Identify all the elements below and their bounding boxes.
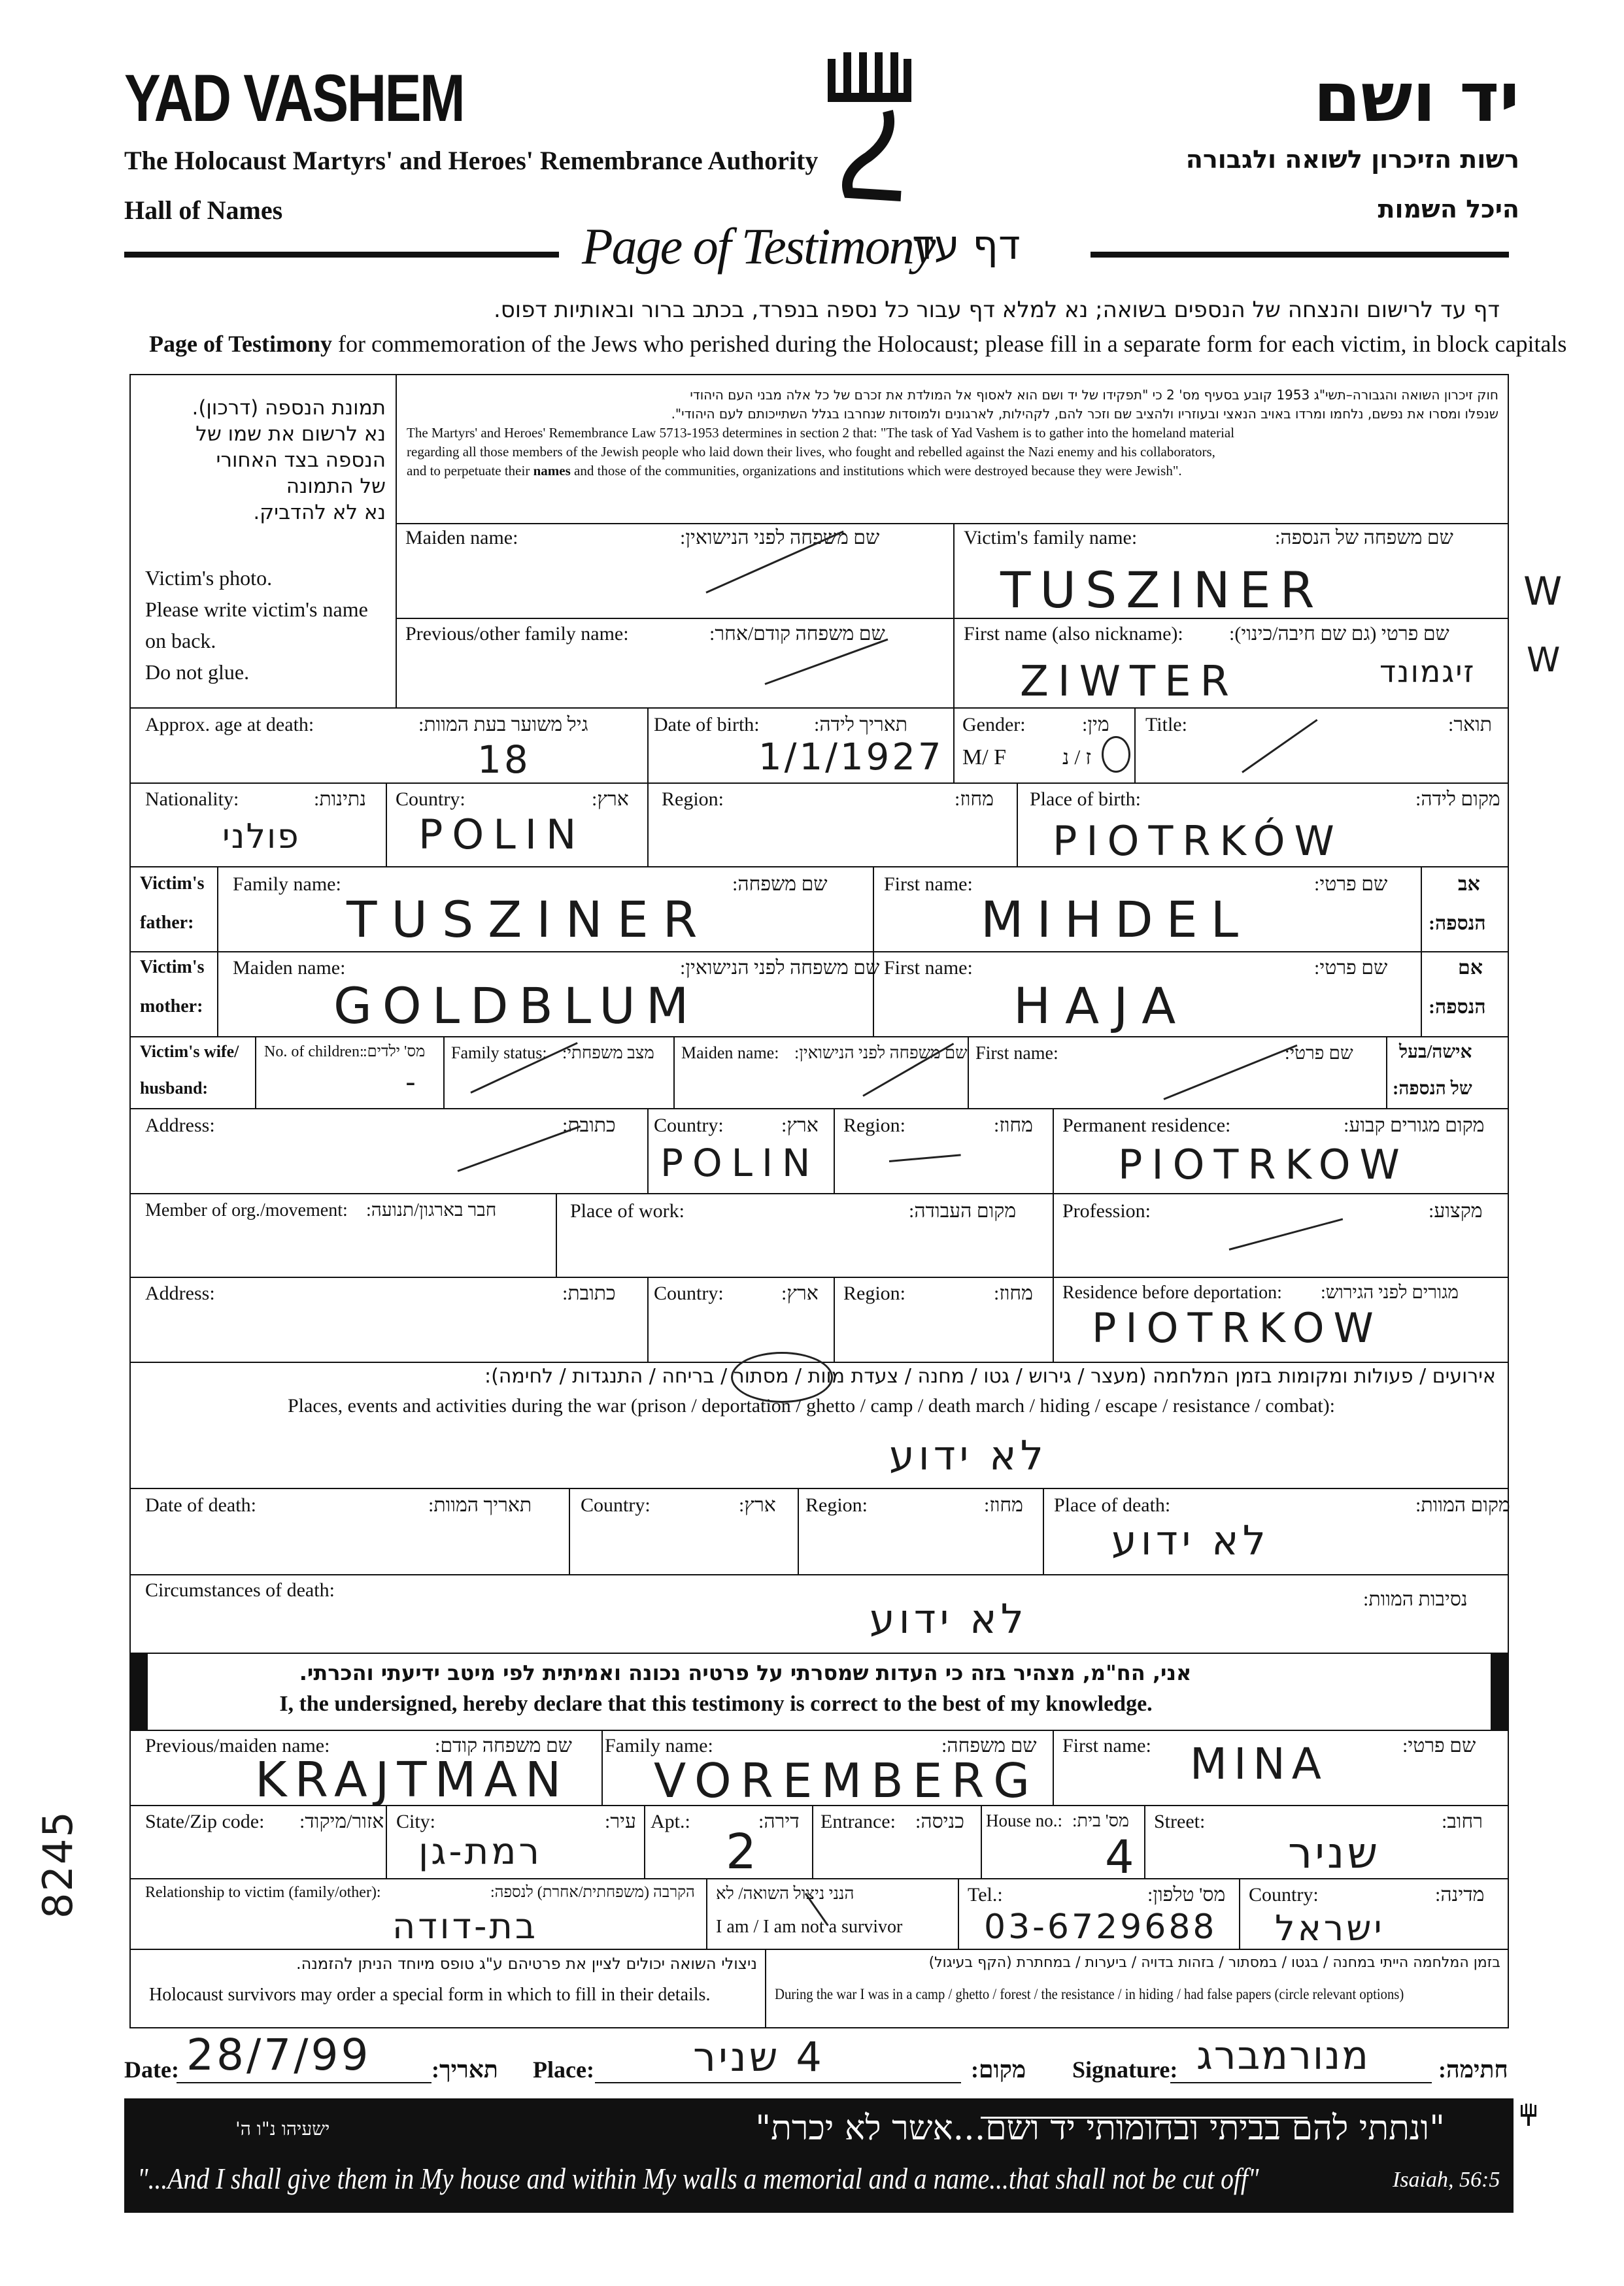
label-region-4-he: מחוז: xyxy=(984,1494,1023,1516)
footer-ref-en: Isaiah, 56:5 xyxy=(1393,2168,1500,2192)
permanent-res-value[interactable]: PIOTRKOW xyxy=(1118,1141,1409,1188)
label-prev-family: Previous/other family name: xyxy=(405,623,629,645)
gender-options-en[interactable]: M/ F xyxy=(962,745,1007,769)
prev-maiden-value[interactable]: KRAJTMAN xyxy=(255,1752,569,1808)
relationship-value[interactable]: בת-דודה xyxy=(392,1906,539,1947)
label-circumstances-he: נסיבות המוות: xyxy=(1363,1588,1468,1610)
label-country: Country: xyxy=(396,788,465,810)
label-address-he: כתובת: xyxy=(562,1115,616,1136)
label-street: Street: xyxy=(1154,1811,1206,1832)
label-maiden-name: Maiden name: xyxy=(405,527,518,548)
law-en-1: The Martyrs' and Heroes' Remembrance Law 5713-1953 determines in section 2 that: "The task of Yad Vashem is to gather into the homeland material xyxy=(407,425,1235,441)
label-mother-first-he: שם פרטי: xyxy=(1314,957,1388,979)
label-place: Place: xyxy=(533,2057,594,2083)
label-date-he: תאריך: xyxy=(431,2057,498,2083)
label-father-family: Family name: xyxy=(233,873,341,895)
label-country-4: Country: xyxy=(581,1494,651,1516)
during-war-en: During the war I was in a camp / ghetto / forest / the resistance / in hiding / had false papers (circle relevant options) xyxy=(775,1986,1404,2002)
nationality-value[interactable]: פולני xyxy=(222,817,300,856)
mother-maiden-value[interactable]: GOLDBLUM xyxy=(333,977,700,1035)
page-title-he: דף עד xyxy=(912,221,1021,269)
label-permanent-res-he: מקום מגורים קבוע: xyxy=(1344,1115,1485,1136)
label-victims-father-1: Victim's xyxy=(140,873,205,894)
label-region-2: Region: xyxy=(843,1115,905,1136)
hall-of-names-en: Hall of Names xyxy=(124,195,283,225)
label-place-he: מקום: xyxy=(971,2057,1026,2083)
label-approx-age: Approx. age at death: xyxy=(145,714,314,735)
label-father-first-he: שם פרטי: xyxy=(1314,873,1388,895)
photo-instructions-he xyxy=(141,395,386,526)
first-name-he-value[interactable]: זיגמונד xyxy=(1379,654,1476,689)
law-en-2: regarding all those members of the Jewish people who laid down their lives, who fought and rebelled against the Nazi enemy and his collaborators, xyxy=(407,444,1215,460)
label-victim-family-he: שם משפחה של הנספה: xyxy=(1275,527,1453,548)
label-apt: Apt.: xyxy=(651,1811,690,1832)
law-he-1: חוק זיכרון השואה והגבורה–תשי"ג 1953 קובע בסעיף מס' 2 כי "תפקידו של יד ושם הוא לאסוף אל המולדת את זכרם של כל אלה מבני העם היהודי xyxy=(690,387,1498,403)
dob-value[interactable]: 1/1/1927 xyxy=(758,736,944,779)
apt-value[interactable]: 2 xyxy=(726,1824,757,1880)
label-mother-he-1: אם xyxy=(1458,957,1483,979)
label-address-2: Address: xyxy=(145,1283,215,1304)
photo-he-5: נא לא להדביק. xyxy=(253,501,386,524)
label-region-3-he: מחוז: xyxy=(994,1283,1033,1304)
label-father-he-1: אב xyxy=(1458,873,1480,895)
street-value[interactable]: שניר xyxy=(1288,1828,1381,1878)
label-tel: Tel.: xyxy=(968,1884,1003,1906)
father-family-value[interactable]: TUSZINER xyxy=(347,890,712,949)
label-place-work-he: מקום העבודה: xyxy=(909,1200,1017,1222)
label-place-death: Place of death: xyxy=(1054,1494,1171,1516)
org-name-he: יד ושם xyxy=(1313,58,1519,137)
label-prev-maiden: Previous/maiden name: xyxy=(145,1735,330,1757)
label-gender-he: מין: xyxy=(1082,714,1109,735)
label-address: Address: xyxy=(145,1115,215,1136)
label-spouse-first-he: שם פרטי: xyxy=(1285,1043,1353,1064)
footer-quote-he: "ונתתי להם בביתי ובחומותי יד ושם...אשר לא יכרת" xyxy=(755,2109,1445,2148)
law-en-3: and to perpetuate their names and those of the communities, organizations and institutions which were destroyed because they were Jewish". xyxy=(407,463,1182,479)
label-circumstances: Circumstances of death: xyxy=(145,1579,335,1601)
label-country-3-he: ארץ: xyxy=(781,1283,819,1304)
label-country-sub-he: מדינה: xyxy=(1435,1884,1485,1906)
label-no-children: No. of children: xyxy=(264,1043,364,1060)
label-house-no: House no.: xyxy=(986,1811,1062,1830)
label-entrance: Entrance: xyxy=(820,1811,896,1832)
label-spouse-he-2: של הנספה: xyxy=(1393,1079,1472,1099)
label-gender: Gender: xyxy=(962,714,1026,735)
intro-en-text: for commemoration of the Jews who perished during the Holocaust; please fill in a separate form for each victim, in block capitals xyxy=(332,331,1567,357)
sub-first-value[interactable]: MINA xyxy=(1190,1739,1328,1789)
label-mother-he-2: הנספה: xyxy=(1429,996,1486,1018)
label-sub-family: Family name: xyxy=(605,1735,713,1757)
label-spouse-maiden: Maiden name: xyxy=(681,1043,779,1062)
label-prev-family-he: שם משפחה קודם/אחר: xyxy=(709,623,885,645)
label-mother-first: First name: xyxy=(884,957,973,979)
date-value[interactable]: 28/7/99 xyxy=(186,2030,371,2080)
label-events-en: Places, events and activities during the war (prison / deportation / ghetto / camp / death march / hiding / escape / resistance / combat): xyxy=(288,1395,1336,1417)
photo-he-2: נא לרשום את שמו של xyxy=(195,422,386,446)
label-country-sub: Country: xyxy=(1249,1884,1319,1906)
gender-circle xyxy=(1102,736,1130,773)
children-value[interactable]: - xyxy=(405,1066,416,1099)
label-member-org-he: חבר בארגון/תנועה: xyxy=(366,1200,497,1220)
label-victims-father-2: father: xyxy=(140,913,194,933)
place-value[interactable]: 4 שניר xyxy=(693,2033,824,2081)
survivors-note-en: Holocaust survivors may order a special form in which to fill in their details. xyxy=(149,1985,711,2005)
law-he-2: שנפלו ומסרו את נפשם, נלחמו ומרדו באויב הנאצי ובעוזריו ולהציב שם וזכר להם, לקהילות, לארגונים ולמוסדות שנחרבו בגלל השתייכותם לעם היהודי". xyxy=(671,406,1498,422)
label-apt-he: דירה: xyxy=(758,1811,800,1832)
father-first-value[interactable]: MIHDEL xyxy=(981,890,1252,949)
country-sub-value[interactable]: ישראל xyxy=(1275,1908,1385,1949)
label-region-he: מחוז: xyxy=(955,788,994,810)
intro-he: דף עד לרישום והנצחה של הנספים בשואה; נא למלא דף עבור כל נספה בנפרד, בכתב ברור ובאותיות דפוס. xyxy=(493,297,1500,323)
city-value[interactable]: רמת-גן xyxy=(418,1830,542,1873)
label-approx-age-he: גיל משוער בעת המוות: xyxy=(418,714,588,735)
label-state-zip-he: אזור/מיקוד: xyxy=(299,1811,384,1832)
first-name-value[interactable]: ZIWTER xyxy=(1020,658,1238,706)
country-2-value[interactable]: POLIN xyxy=(660,1141,820,1185)
label-house-no-he: מס' בית: xyxy=(1072,1811,1130,1830)
signature-value[interactable]: מנורמברג xyxy=(1196,2033,1370,2079)
survivors-note-he: ניצולי השואה יכולים לציין את פרטיהם ע"ג טופס מיוחד הניתן להזמנה. xyxy=(296,1955,757,1973)
label-state-zip: State/Zip code: xyxy=(145,1811,265,1832)
label-member-org: Member of org./movement: xyxy=(145,1200,348,1220)
photo-en-3: on back. xyxy=(145,629,216,652)
hall-of-names-he: היכל השמות xyxy=(1378,195,1519,224)
circumstances-value[interactable]: לא ידוע xyxy=(870,1595,1028,1643)
label-dob: Date of birth: xyxy=(654,714,760,735)
country-value[interactable]: POLIN xyxy=(418,811,586,858)
margin-mark-w1: W xyxy=(1523,569,1563,614)
label-country-4-he: ארץ: xyxy=(739,1494,776,1516)
label-region-3: Region: xyxy=(843,1283,905,1304)
label-date-death: Date of death: xyxy=(145,1494,256,1516)
label-survivor-he: הנני ניצול השואה/ לא xyxy=(716,1884,854,1903)
label-victims-mother-1: Victim's xyxy=(140,957,205,977)
label-victim-family: Victim's family name: xyxy=(964,527,1138,548)
label-region-2-he: מחוז: xyxy=(994,1115,1033,1136)
label-prev-maiden-he: שם משפחה קודם: xyxy=(435,1735,572,1757)
photo-he-1: תמונת הנספה (דרכון). xyxy=(192,396,386,420)
label-father-family-he: שם משפחה: xyxy=(732,873,828,895)
label-spouse-1: Victim's wife/ xyxy=(140,1042,239,1061)
law-text xyxy=(407,386,1498,480)
photo-he-4: של התמונה xyxy=(286,475,386,498)
label-family-status-he: מצב משפחתי: xyxy=(562,1043,654,1062)
label-relationship: Relationship to victim (family/other): xyxy=(145,1884,381,1901)
label-entrance-he: כניסה: xyxy=(915,1811,964,1832)
label-relationship-he: הקרבה (משפחתית/אחרת) לנספה: xyxy=(490,1884,695,1901)
label-res-before-dep-he: מגורים לפני הגירוש: xyxy=(1321,1283,1459,1303)
label-place-work: Place of work: xyxy=(570,1200,685,1222)
label-maiden-name-he: שם משפחה לפני הנישואין: xyxy=(680,527,880,548)
label-sub-family-he: שם משפחה: xyxy=(941,1735,1037,1757)
label-signature: Signature: xyxy=(1072,2057,1178,2083)
label-signature-he: חתימה: xyxy=(1438,2057,1508,2083)
page-title-en: Page of Testimony xyxy=(582,218,935,275)
label-place-birth: Place of birth: xyxy=(1030,788,1141,810)
title-rule-left xyxy=(124,252,559,258)
authority-en: The Holocaust Martyrs' and Heroes' Remembrance Authority xyxy=(124,146,819,175)
photo-en-1: Victim's photo. xyxy=(145,566,273,590)
label-address-2-he: כתובת: xyxy=(562,1283,616,1304)
margin-record-id: 8245 xyxy=(34,1810,82,1919)
yad-vashem-logo xyxy=(822,52,914,203)
label-place-death-he: מקום המוות: xyxy=(1415,1494,1510,1516)
res-before-dep-value[interactable]: PIOTRKOW xyxy=(1092,1304,1383,1352)
label-no-children-he: מס' ילדים: xyxy=(363,1043,426,1060)
mother-first-value[interactable]: HAJA xyxy=(1013,977,1191,1035)
label-spouse-first: First name: xyxy=(975,1043,1058,1064)
margin-mark-w2: W xyxy=(1527,641,1561,680)
label-title-he: תואר: xyxy=(1448,714,1493,735)
place-death-value[interactable]: לא ידוע xyxy=(1111,1517,1270,1564)
gender-options-he[interactable]: ז / נ xyxy=(1062,745,1092,769)
photo-en-4: Do not glue. xyxy=(145,660,250,684)
label-father-he-2: הנספה: xyxy=(1429,913,1486,934)
footer-quote-en: "...And I shall give them in My house and within My walls a memorial and a name...that shall not be cut off" xyxy=(137,2162,1259,2195)
label-spouse-he-1: אישה/בעל xyxy=(1399,1042,1472,1062)
label-region-4: Region: xyxy=(805,1494,868,1516)
authority-he: רשות הזיכרון לשואה ולגבורה xyxy=(1185,145,1519,174)
sub-family-value[interactable]: VOREMBERG xyxy=(654,1753,1040,1808)
tel-value[interactable]: 03-6729688 xyxy=(984,1908,1217,1947)
label-dob-he: תאריך לידה: xyxy=(814,714,908,735)
label-city: City: xyxy=(396,1811,436,1832)
label-sub-first: First name: xyxy=(1062,1735,1151,1757)
declaration-he: אני, הח"מ, מצהיר בזה כי העדות שמסרתי על פרטיה נכונה ואמיתית לפי מיטב ידיעתי והכרתי. xyxy=(299,1660,1192,1685)
intro-en-bold: Page of Testimony xyxy=(149,331,333,357)
label-profession-he: מקצוע: xyxy=(1429,1200,1483,1222)
label-survivor-en: I am / I am not a survivor xyxy=(716,1917,903,1937)
label-tel-he: מס' טלפון: xyxy=(1147,1884,1226,1906)
label-country-3: Country: xyxy=(654,1283,724,1304)
footer-ref-he: ישעיהו נ"ו ה' xyxy=(235,2118,330,2140)
label-title: Title: xyxy=(1145,714,1187,735)
during-war-he: בזמן המלחמה הייתי במחנה / בגטו / במסתור / בזהות בדויה / ביערות / במחתרת (הקף בעיגול) xyxy=(928,1955,1500,1971)
label-sub-first-he: שם פרטי: xyxy=(1402,1735,1476,1757)
label-profession: Profession: xyxy=(1062,1200,1151,1222)
age-value[interactable]: 18 xyxy=(477,737,531,782)
label-permanent-res: Permanent residence: xyxy=(1062,1115,1231,1136)
label-country-2: Country: xyxy=(654,1115,724,1136)
label-mother-maiden: Maiden name: xyxy=(233,957,346,979)
label-place-birth-he: מקום לידה: xyxy=(1415,788,1500,810)
label-mother-maiden-he: שם משפחה לפני הנישואין: xyxy=(680,957,880,979)
photo-en-2: Please write victim's name xyxy=(145,597,368,621)
label-nationality-he: נתינות: xyxy=(314,788,366,810)
label-first-name-nick: First name (also nickname): xyxy=(964,623,1183,645)
intro-en xyxy=(149,330,1566,358)
house-no-value[interactable]: 4 xyxy=(1105,1830,1134,1884)
label-first-name-nick-he: שם פרטי (גם שם חיבה/כינוי): xyxy=(1229,623,1449,645)
place-birth-value[interactable]: PIOTRKÓW xyxy=(1053,817,1344,865)
label-date-death-he: תאריך המוות: xyxy=(428,1494,532,1516)
org-name-en: YAD VASHEM xyxy=(124,61,464,135)
label-victims-mother-2: mother: xyxy=(140,996,203,1017)
events-value[interactable]: לא ידוע xyxy=(889,1432,1047,1479)
label-spouse-2: husband: xyxy=(140,1079,209,1098)
label-country-he: ארץ: xyxy=(592,788,629,810)
title-rule-right xyxy=(1091,252,1509,258)
label-res-before-dep: Residence before deportation: xyxy=(1062,1283,1282,1303)
label-date: Date: xyxy=(124,2057,179,2083)
label-city-he: עיר: xyxy=(605,1811,636,1832)
label-father-first: First name: xyxy=(884,873,973,895)
label-region: Region: xyxy=(662,788,724,810)
label-nationality: Nationality: xyxy=(145,788,239,810)
declaration-en: I, the undersigned, hereby declare that this testimony is correct to the best of my knowledge. xyxy=(279,1692,1153,1716)
label-country-2-he: ארץ: xyxy=(781,1115,819,1136)
photo-instructions-en xyxy=(145,562,368,688)
label-street-he: רחוב: xyxy=(1442,1811,1483,1832)
label-events-he: אירועים / פעולות ומקומות בזמן המלחמה (מעצר / גירוש / גטו / מחנה / צעדת מוות / מסתור / בריחה / התנגדות / לחימה): xyxy=(484,1365,1496,1388)
law-names-bold: names xyxy=(533,463,571,479)
victim-family-value[interactable]: TUSZINER xyxy=(1000,561,1324,619)
label-family-status: Family status: xyxy=(451,1043,547,1062)
small-menorah-icon xyxy=(1520,2104,1538,2127)
label-spouse-maiden-he: שם משפחה לפני הנישואין: xyxy=(794,1043,968,1062)
photo-he-3: הנספה בצד האחורי xyxy=(216,448,386,472)
